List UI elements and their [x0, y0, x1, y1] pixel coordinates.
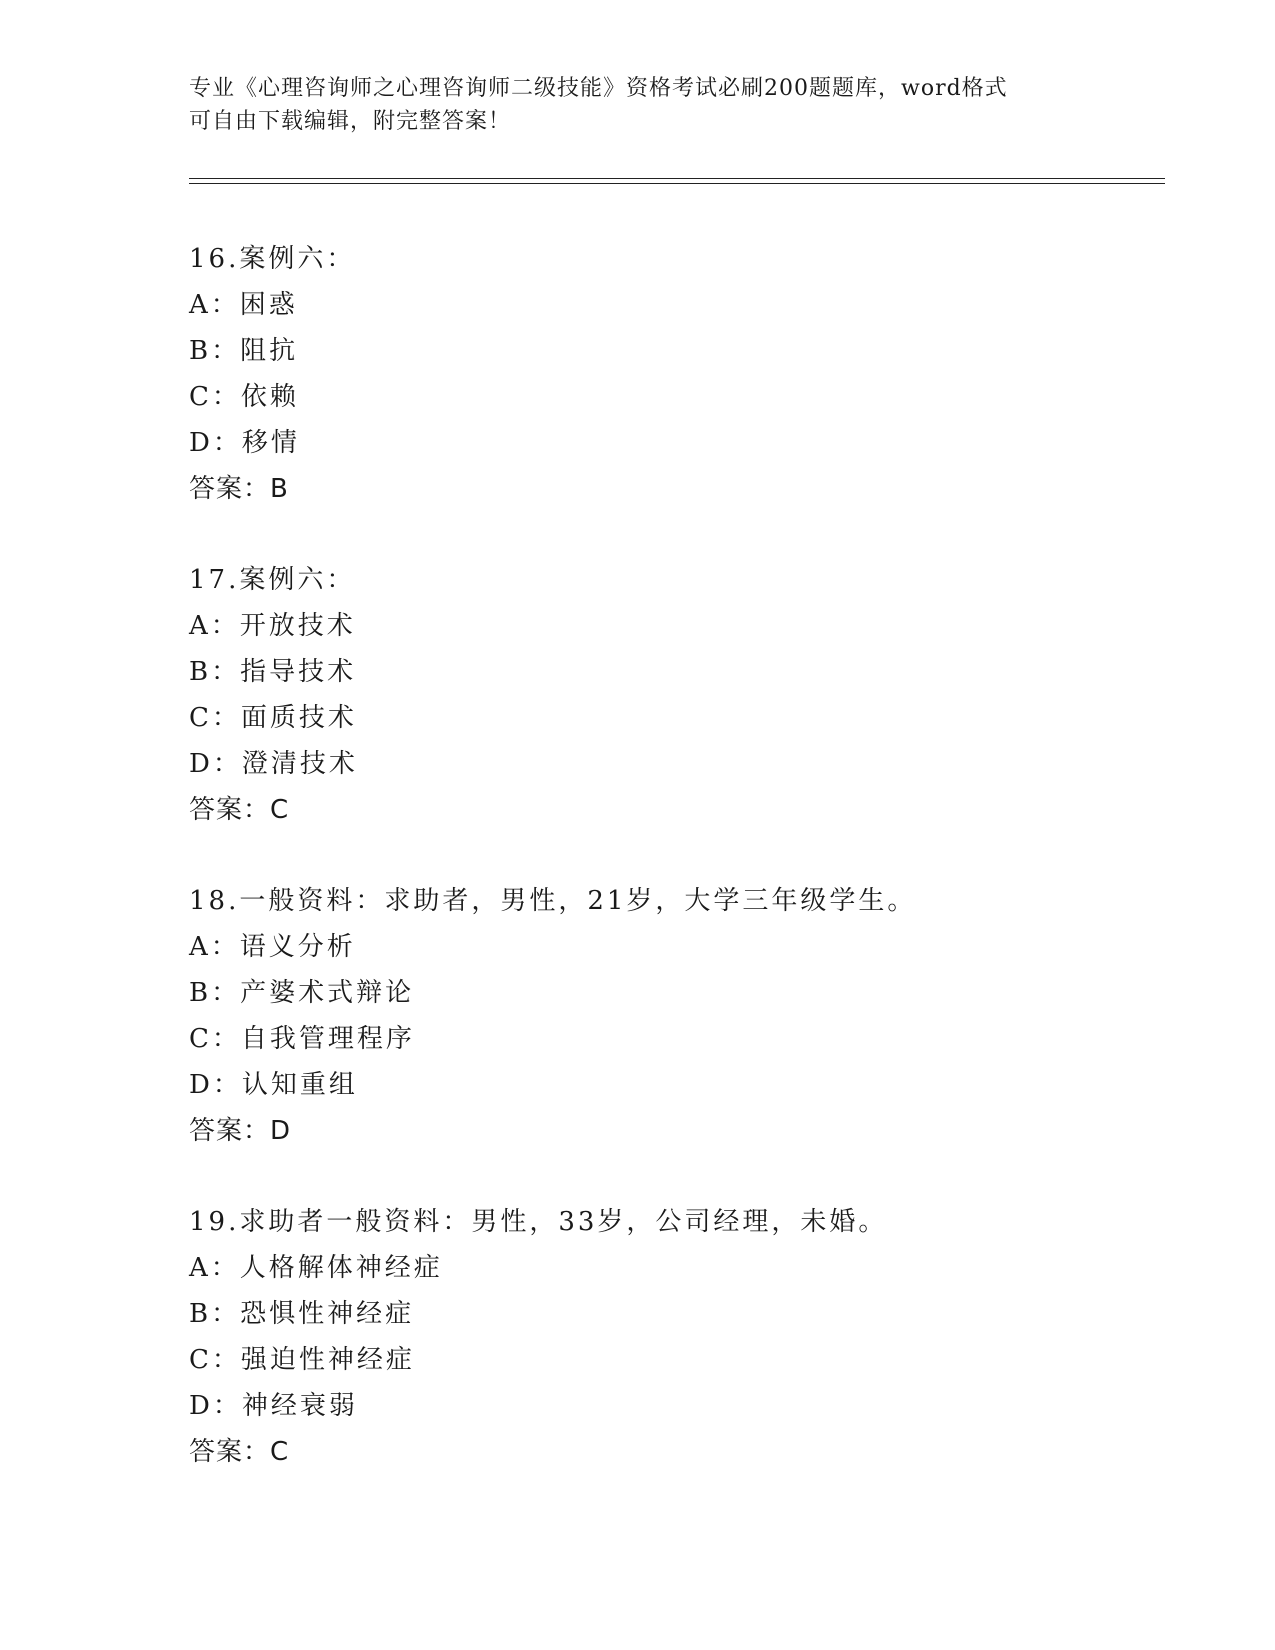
option-d: D：认知重组 [189, 1070, 358, 1100]
answer-value: D [270, 1116, 292, 1146]
option-a: A：开放技术 [189, 611, 356, 641]
option-a: A：人格解体神经症 [189, 1253, 443, 1283]
option-c: C：强迫性神经症 [189, 1345, 415, 1375]
question-stem: 18.一般资料：求助者，男性，21岁，大学三年级学生。 [189, 886, 917, 916]
question-stem: 19.求助者一般资料：男性，33岁，公司经理，未婚。 [189, 1207, 888, 1237]
answer-value: C [270, 795, 290, 825]
header-divider-bottom [189, 183, 1165, 184]
answer-value: C [270, 1437, 290, 1467]
option-b: B：恐惧性神经症 [189, 1299, 415, 1329]
option-c: C：依赖 [189, 382, 299, 412]
option-c: C：面质技术 [189, 703, 357, 733]
option-a: A：困惑 [189, 290, 298, 320]
header-divider-top [189, 178, 1165, 179]
answer-label: 答案： [189, 1437, 271, 1467]
question-19 [189, 1199, 1149, 1475]
question-17 [189, 557, 1149, 833]
question-16 [189, 236, 1149, 512]
answer-line [189, 466, 1149, 512]
option-b: B：阻抗 [189, 336, 299, 366]
question-18 [189, 878, 1149, 1154]
answer-label: 答案： [189, 474, 271, 504]
answer-value: B [270, 474, 289, 504]
question-stem: 16.案例六： [189, 244, 356, 274]
option-b: B：产婆术式辩论 [189, 978, 415, 1008]
option-d: D：移情 [189, 428, 300, 458]
header-line-2: 可自由下载编辑，附完整答案！ [189, 109, 512, 134]
answer-line [189, 1429, 1149, 1475]
answer-line [189, 787, 1149, 833]
header-line-1: 专业《心理咨询师之心理咨询师二级技能》资格考试必刷200题题库，word格式 [189, 76, 1008, 101]
answer-line [189, 1108, 1149, 1154]
question-list [189, 236, 1149, 1520]
option-d: D：澄清技术 [189, 749, 358, 779]
option-d: D：神经衰弱 [189, 1391, 358, 1421]
question-stem: 17.案例六： [189, 565, 356, 595]
option-a: A：语义分析 [189, 932, 356, 962]
answer-label: 答案： [189, 1116, 271, 1146]
answer-label: 答案： [189, 795, 271, 825]
option-c: C：自我管理程序 [189, 1024, 415, 1054]
document-header [189, 72, 1089, 138]
option-b: B：指导技术 [189, 657, 357, 687]
